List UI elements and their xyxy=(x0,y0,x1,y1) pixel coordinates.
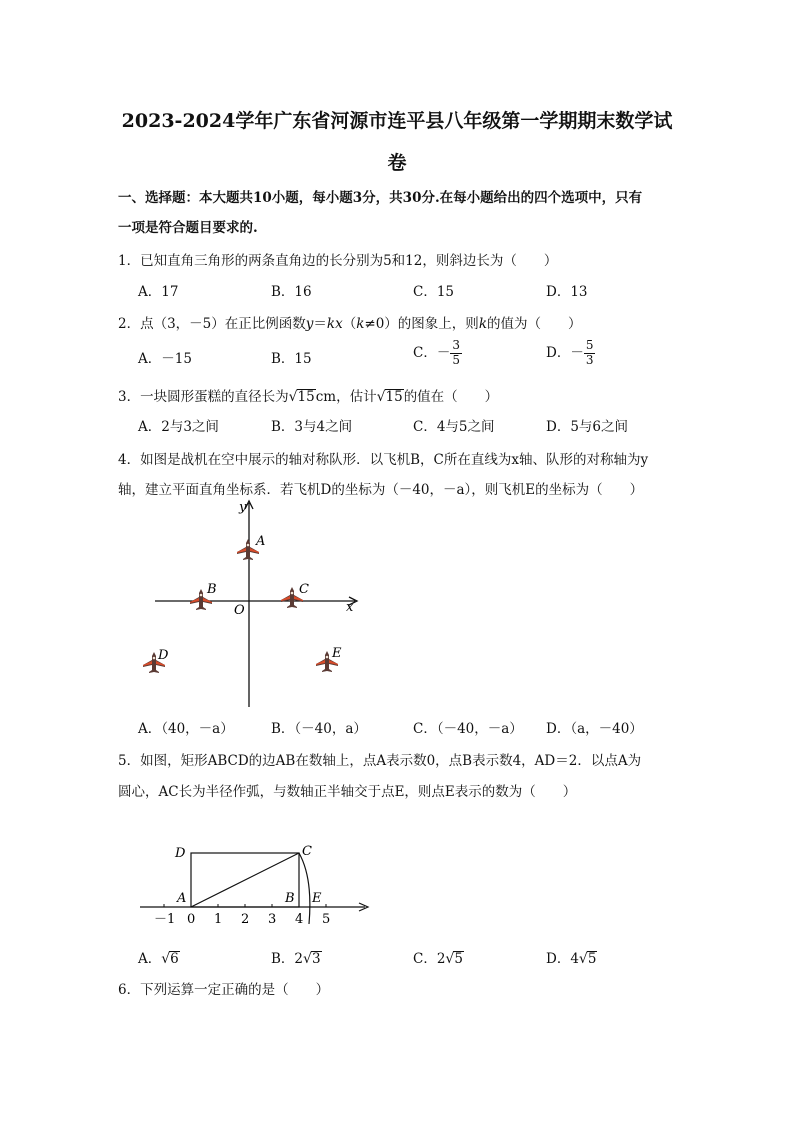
label-b: B xyxy=(285,891,295,906)
tick-label: 0 xyxy=(187,912,196,927)
q2c-fraction: $\frac{3}{5}$ xyxy=(452,338,460,367)
question-5-stem: 5．如图，矩形ABCD的边AB在数轴上，点A表示数0，点B表示数4，AD＝2．以点A为 xyxy=(118,753,642,769)
q2d-fraction: $\frac{5}{3}$ xyxy=(585,338,594,367)
tick-label: 3 xyxy=(268,912,277,927)
diagonal-ac xyxy=(191,853,299,907)
question-4-stem: 4．如图是战机在空中展示的轴对称队形．以飞机B，C所在直线为x轴、队形的对称轴为y xyxy=(118,452,649,468)
tick-label: 5 xyxy=(322,912,331,927)
q2-var-k2: k xyxy=(478,316,487,332)
q5a-radicand: 6 xyxy=(170,951,179,967)
q2-var-kx: kx xyxy=(326,316,343,332)
q5c-radicand: 5 xyxy=(454,951,463,967)
plane-e-label: E xyxy=(332,646,342,661)
question-1-option-c: C．15 xyxy=(413,284,455,300)
question-2-option-c xyxy=(413,339,462,368)
q2c-prefix: C．－ xyxy=(413,344,451,361)
q2-var-y: y xyxy=(305,316,314,332)
page-title-continued: 卷 xyxy=(387,152,407,174)
question-5-option-a: A．√6 xyxy=(138,951,179,967)
q2-text-a: 2．点（3，－5）在正比例函数 xyxy=(118,316,306,332)
page-title: 2023-2024学年广东省河源市连平县八年级第一学期期末数学试 xyxy=(121,110,673,132)
question-4-figure xyxy=(135,497,375,712)
q3-radicand-1: 15 xyxy=(297,389,315,405)
section-heading-continued: 一项是符合题目要求的. xyxy=(118,220,258,236)
label-e: E xyxy=(312,891,322,906)
q2-text-c: （ xyxy=(342,316,357,332)
question-6-stem: 6．下列运算一定正确的是（ ） xyxy=(118,982,330,998)
q2d-prefix: D．－ xyxy=(546,344,584,361)
question-4-stem-continued: 轴，建立平面直角坐标系．若飞机D的坐标为（－40，－a），则飞机E的坐标为（ ） xyxy=(118,482,644,498)
question-2-option-d xyxy=(546,339,595,368)
plane-a-label: A xyxy=(256,534,266,549)
question-3-option-b: B．3与4之间 xyxy=(271,419,353,435)
q2-text-b: ＝ xyxy=(313,316,327,332)
label-a: A xyxy=(177,891,187,906)
q5d-radicand: 5 xyxy=(587,951,597,967)
tick-label: －1 xyxy=(154,912,176,927)
question-3-stem: 3．一块圆形蛋糕的直径长为√15cm，估计√15的值在（ ） xyxy=(118,389,499,405)
q3-text-c: 的值在（ ） xyxy=(403,389,499,405)
section-heading: 一、选择题：本大题共10小题，每小题3分，共30分.在每小题给出的四个选项中，只有 xyxy=(118,190,643,206)
question-3-option-d: D．5与6之间 xyxy=(546,419,629,435)
question-1-option-d: D．13 xyxy=(546,284,588,300)
question-2-option-a: A．－15 xyxy=(138,351,192,367)
question-3-option-c: C．4与5之间 xyxy=(413,419,495,435)
label-d: D xyxy=(175,846,186,861)
question-4-option-c: C．（－40，－a） xyxy=(413,721,523,737)
question-5-figure xyxy=(135,838,375,928)
question-5-option-d: D．4√5 xyxy=(546,951,597,967)
q2-var-k: k xyxy=(356,316,365,332)
question-2-stem xyxy=(118,312,582,332)
question-1-option-a: A．17 xyxy=(138,284,179,300)
question-4-option-a: A．（40，－a） xyxy=(138,721,234,737)
q2-text-d: ≠0）的图象上，则 xyxy=(364,316,479,332)
question-2-option-b: B．15 xyxy=(271,351,312,367)
tick-label: 2 xyxy=(241,912,250,927)
question-5-option-c: C．2√5 xyxy=(413,951,463,967)
question-4-option-d: D．（a，－40） xyxy=(546,721,643,737)
x-axis-label: x xyxy=(346,600,354,615)
question-1-option-b: B．16 xyxy=(271,284,312,300)
question-1-stem: 1．已知直角三角形的两条直角边的长分别为5和12，则斜边长为（ ） xyxy=(118,253,558,269)
question-5-option-b: B．2√3 xyxy=(271,951,321,967)
tick-label: 4 xyxy=(295,912,304,927)
question-5-stem-continued: 圆心，AC长为半径作弧，与数轴正半轴交于点E，则点E表示的数为（ ） xyxy=(118,784,577,800)
q5b-radicand: 3 xyxy=(311,951,321,967)
plane-b-label: B xyxy=(207,582,217,597)
origin-label: O xyxy=(234,603,245,618)
q3-text-a: 3．一块圆形蛋糕的直径长为 xyxy=(118,389,289,405)
q3-text-b: cm，估计 xyxy=(315,389,377,405)
tick-label: 1 xyxy=(214,912,223,927)
label-c: C xyxy=(302,844,312,859)
question-4-option-b: B．（－40，a） xyxy=(271,721,367,737)
plane-d-label: D xyxy=(158,648,169,663)
question-3-option-a: A．2与3之间 xyxy=(138,419,219,435)
plane-c-label: C xyxy=(299,582,309,597)
q2-text-e: 的值为（ ） xyxy=(487,316,582,332)
q3-radicand-2: 15 xyxy=(385,389,403,405)
y-axis-label: y xyxy=(239,500,247,515)
